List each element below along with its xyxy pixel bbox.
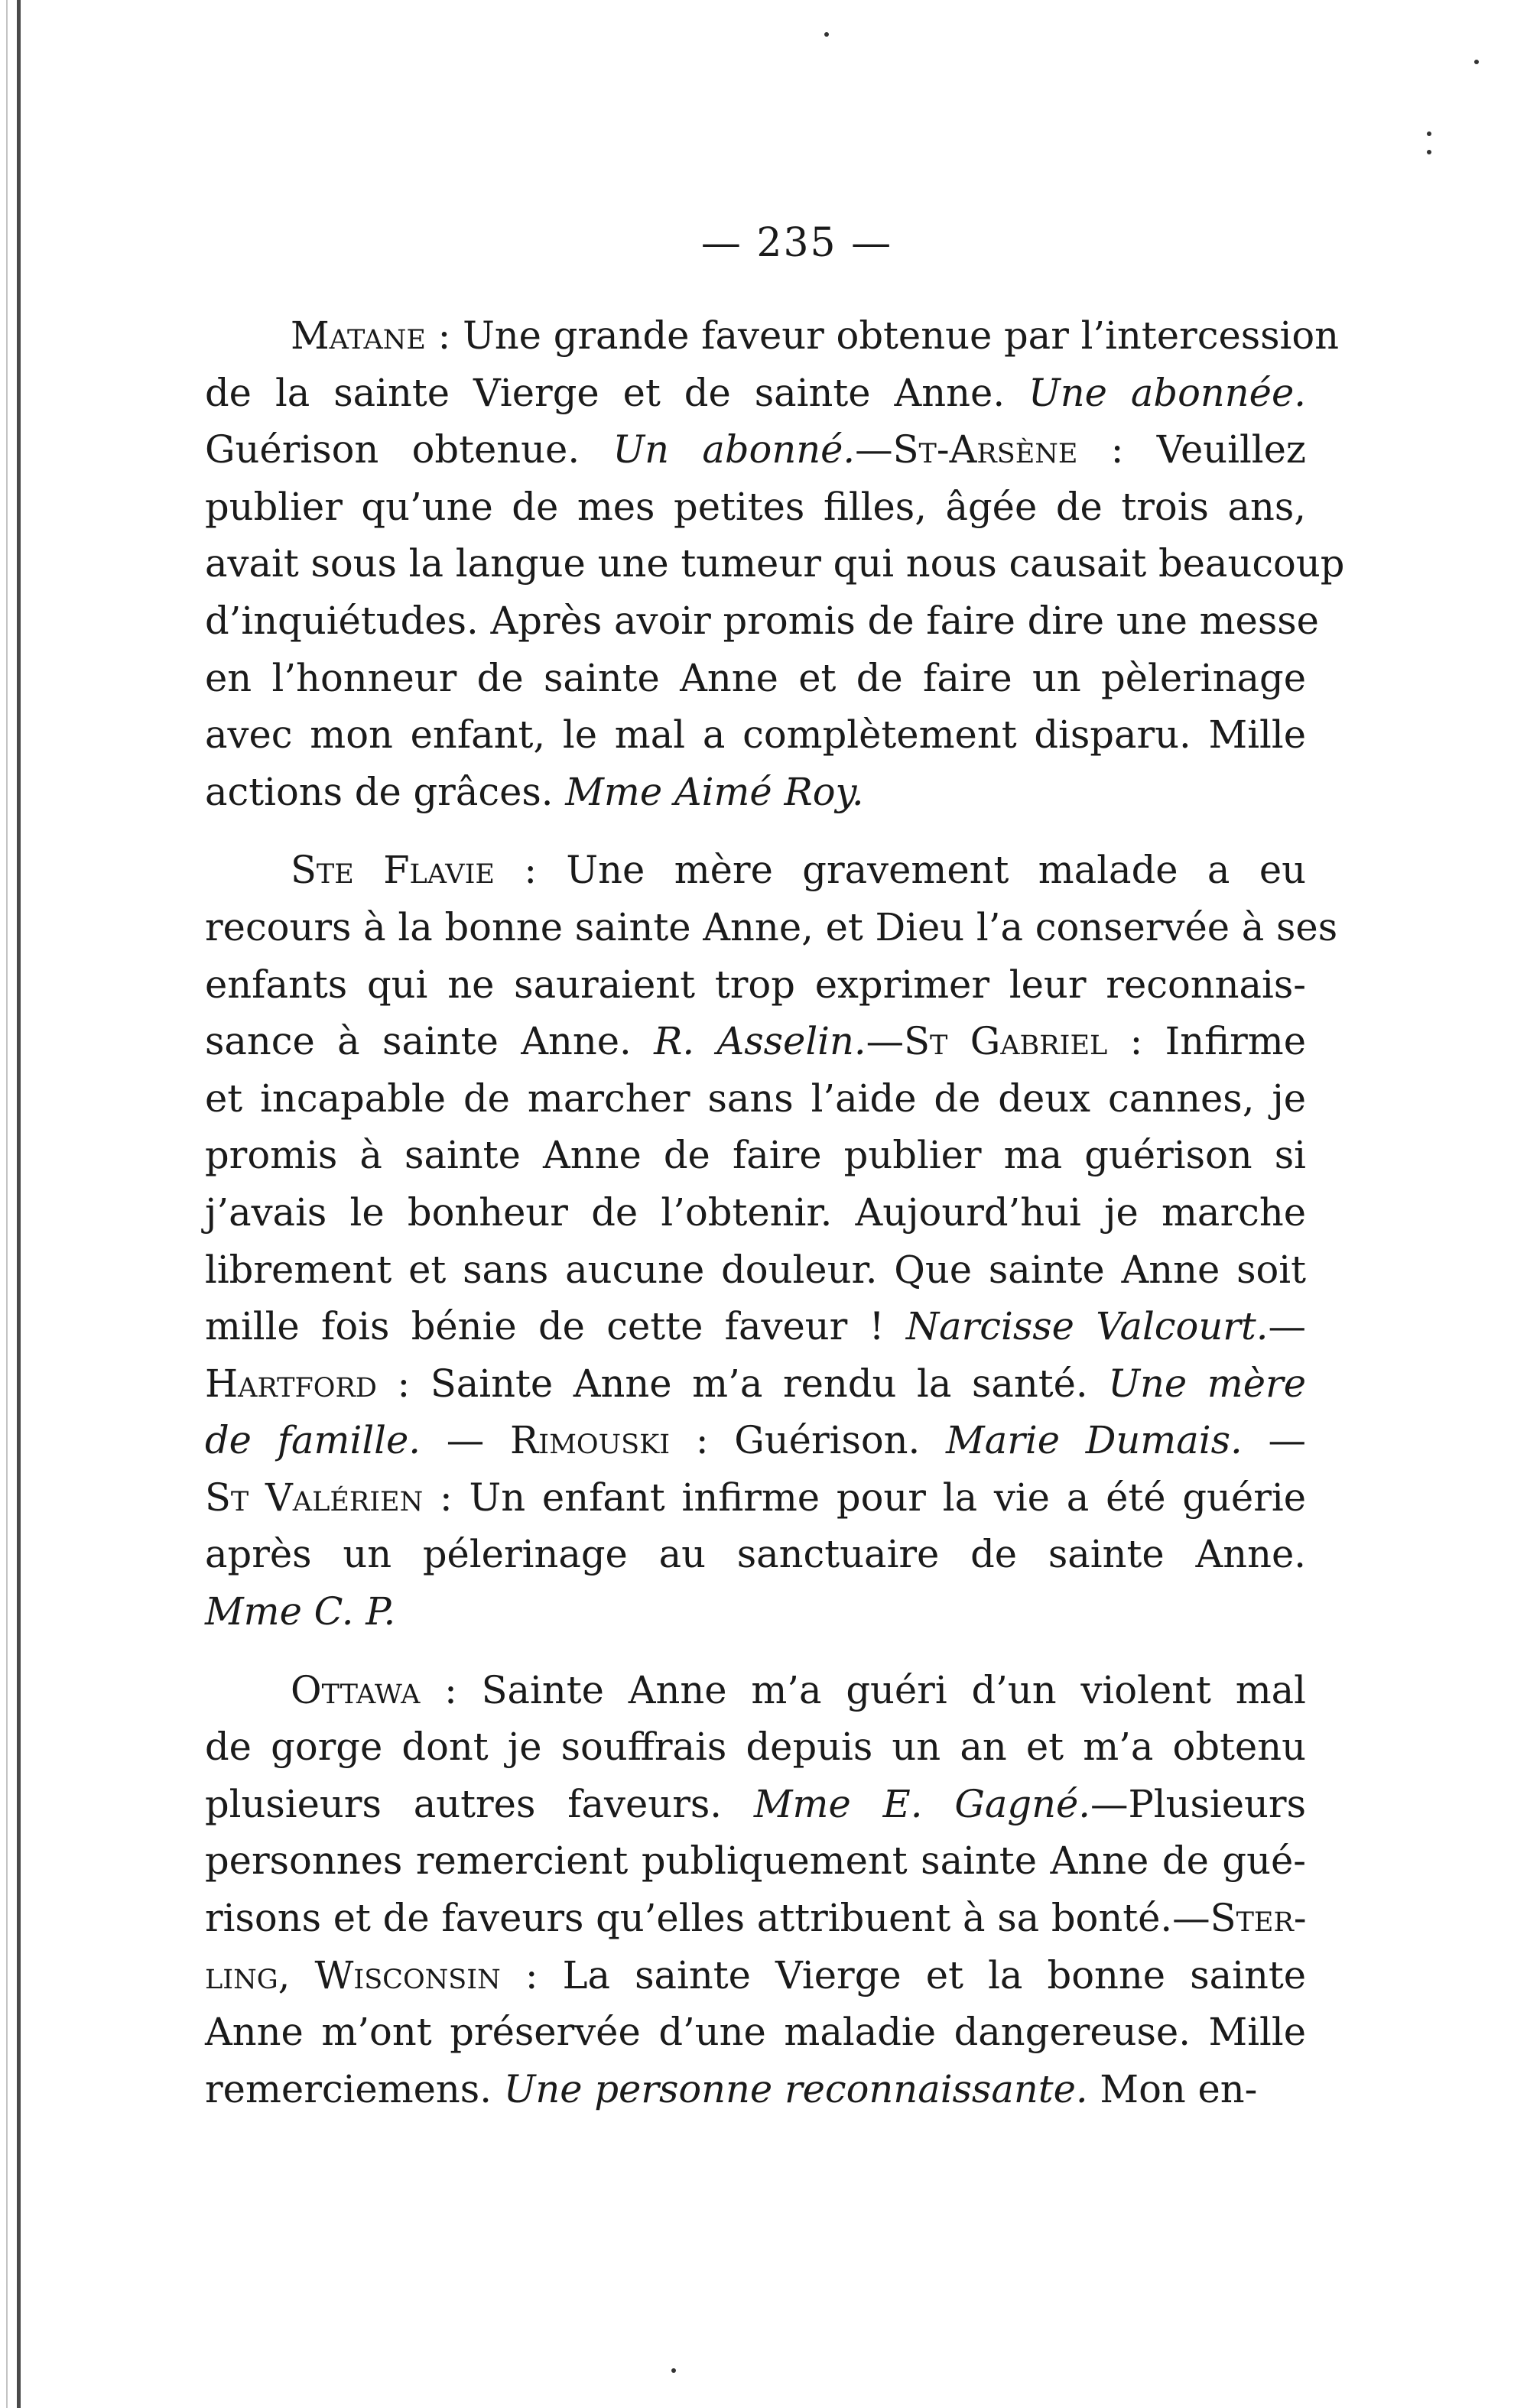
place-name: St-Arsène [892, 427, 1078, 472]
text-run: en l’honneur de sainte Anne et de faire un pèlerinage [205, 655, 1306, 700]
text-run: risons et de faveurs qu’elles attribuent à sa bonté.— [205, 1896, 1210, 1941]
text-run: avec mon enfant, le mal a complètement disparu. Mille [205, 712, 1306, 758]
text-line [205, 1526, 1306, 1583]
signature: Mme C. P. [205, 1589, 396, 1634]
scan-speck [1474, 60, 1479, 64]
text-line [205, 1947, 1306, 2004]
signature: Une personne reconnaissante. [503, 2066, 1088, 2111]
text-line [205, 956, 1306, 1014]
text-run: de gorge dont je souffrais depuis un an et m’a obtenu [205, 1725, 1306, 1770]
text-line [205, 1469, 1306, 1527]
text-run: enfants qui ne sauraient trop exprimer leur reconnais- [205, 962, 1306, 1007]
text-run: — [1242, 1418, 1306, 1463]
text-run: promis à sainte Anne de faire publier ma guérison si [205, 1133, 1306, 1178]
text-run: : Une grande faveur obtenue par l’intercession [425, 313, 1340, 358]
text-line [205, 421, 1306, 479]
scan-speck [824, 32, 829, 37]
text-run: : Une mère gravement malade a eu [494, 848, 1307, 893]
signature: Un abonné. [612, 427, 856, 472]
page-number: — 235 — [700, 220, 893, 266]
text-run: Mon en- [1087, 2066, 1258, 2111]
binding-rule-faint [6, 0, 8, 2408]
place-name: Ster- [1210, 1896, 1307, 1941]
text-run: d’inquiétudes. Après avoir promis de faire dire une messe [205, 598, 1319, 643]
text-run: recours à la bonne sainte Anne, et Dieu l’a conservée à ses [205, 904, 1338, 949]
text-line [205, 1184, 1306, 1241]
text-run: librement et sans aucune douleur. Que sainte Anne soit [205, 1247, 1306, 1292]
text-run: Anne m’ont préservée d’une maladie dangereuse. Mille [205, 2010, 1306, 2055]
text-run: — [421, 1418, 510, 1463]
text-run: Guérison obtenue. [205, 427, 613, 472]
text-line [205, 1583, 1306, 1640]
text-line [205, 706, 1306, 764]
text-run: mille fois bénie de cette faveur ! [205, 1304, 906, 1349]
text-run: sance à sainte Anne. [205, 1019, 655, 1064]
place-name: St Valérien [205, 1475, 424, 1520]
scan-speck [1427, 150, 1431, 154]
text-line [205, 899, 1338, 956]
text-line [205, 764, 1306, 821]
paragraph [205, 307, 1345, 820]
text-line [205, 1355, 1306, 1413]
text-line [205, 592, 1319, 650]
place-name: Ottawa [291, 1667, 421, 1712]
scan-speck [671, 2368, 676, 2373]
text-run: : Sainte Anne m’a rendu la santé. [376, 1361, 1109, 1406]
text-line [205, 650, 1306, 707]
text-run: — [866, 1019, 905, 1064]
text-line [205, 1776, 1306, 1833]
text-line [205, 1241, 1306, 1299]
text-line [205, 307, 1340, 365]
place-name: Matane [291, 313, 426, 358]
signature: Une mère [1108, 1361, 1306, 1406]
text-line [205, 535, 1345, 592]
text-run: : Veuillez [1077, 427, 1306, 472]
signature: Narcisse Valcourt. [905, 1304, 1269, 1349]
signature: Marie Dumais. [946, 1418, 1243, 1463]
text-run: après un pélerinage au sanctuaire de sainte Anne. [205, 1532, 1306, 1577]
text-run: —Plusieurs [1090, 1781, 1306, 1826]
text-run: remerciemens. [205, 2066, 504, 2111]
scan-speck [1427, 131, 1431, 136]
signature: R. Asselin. [654, 1019, 866, 1064]
signature: de famille. [205, 1418, 421, 1463]
text-run: — [855, 427, 893, 472]
text-line [205, 479, 1306, 536]
text-line [205, 1013, 1306, 1070]
text-run: — [1268, 1304, 1306, 1349]
text-line [205, 1662, 1306, 1719]
text-line [205, 2061, 1306, 2118]
text-line [205, 365, 1306, 422]
paragraph [205, 842, 1338, 1640]
text-run: : La sainte Vierge et la bonne sainte [500, 1952, 1307, 1997]
text-run: de la sainte Vierge et de sainte Anne. [205, 370, 1029, 415]
paragraph-gap [205, 1640, 1306, 1662]
paragraph-gap [205, 820, 1306, 842]
place-name: ling, Wisconsin [205, 1952, 501, 1997]
binding-rule [17, 0, 21, 2408]
signature: Mme E. Gagné. [753, 1781, 1090, 1826]
text-line [205, 1127, 1306, 1184]
text-line [205, 1298, 1306, 1355]
text-line [205, 1890, 1306, 1947]
text-run: avait sous la langue une tumeur qui nous causait beaucoup [205, 541, 1345, 586]
text-run: : Guérison. [670, 1418, 947, 1463]
page-binding-edge [0, 0, 31, 2408]
text-run: personnes remercient publiquement sainte Anne de gué- [205, 1838, 1306, 1884]
text-line [205, 1412, 1306, 1469]
place-name: Rimouski [510, 1418, 671, 1463]
text-line [205, 2004, 1306, 2061]
text-run: plusieurs autres faveurs. [205, 1781, 754, 1826]
text-run: et incapable de marcher sans l’aide de deux cannes, je [205, 1076, 1306, 1121]
text-run: actions de grâces. [205, 769, 566, 814]
text-run: : Sainte Anne m’a guéri d’un violent mal [420, 1667, 1306, 1712]
text-run: : Un enfant infirme pour la vie a été guérie [423, 1475, 1306, 1520]
signature: Mme Aimé Roy. [565, 769, 864, 814]
text-run: : Infirme [1107, 1019, 1306, 1064]
text-line [205, 1832, 1306, 1890]
place-name: Hartford [205, 1361, 377, 1406]
paragraph [205, 1662, 1306, 2118]
text-run: publier qu’une de mes petites filles, âgée de trois ans, [205, 484, 1306, 529]
text-line [205, 1718, 1306, 1776]
text-line [205, 842, 1306, 899]
text-run: j’avais le bonheur de l’obtenir. Aujourd’hui je marche [205, 1189, 1306, 1235]
place-name: St Gabriel [904, 1019, 1108, 1064]
signature: Une abonnée. [1028, 370, 1306, 415]
place-name: Ste Flavie [291, 848, 495, 893]
body-text [205, 307, 1345, 2118]
text-line [205, 1070, 1306, 1128]
